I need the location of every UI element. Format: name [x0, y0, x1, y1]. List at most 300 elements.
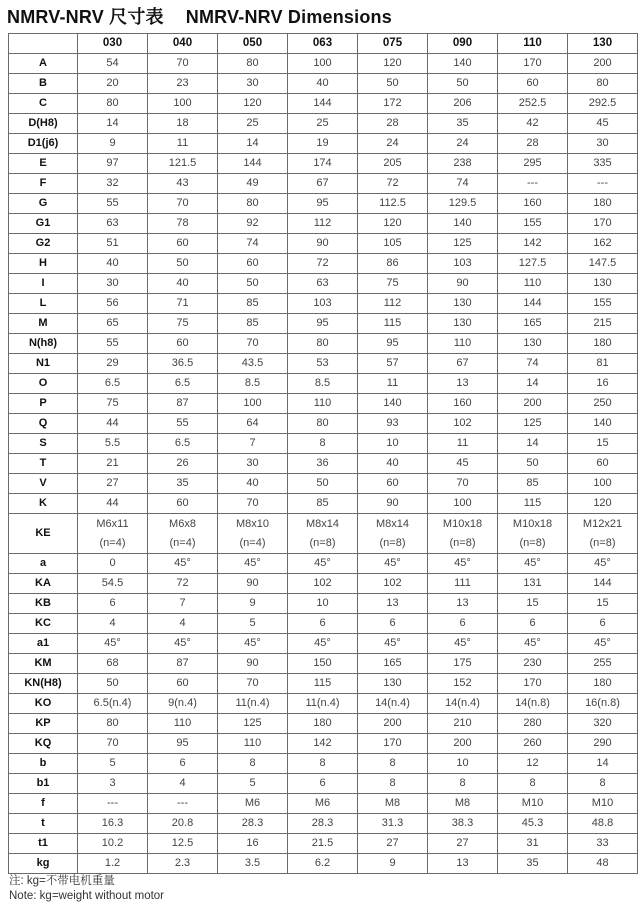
table-cell: 45°	[428, 634, 498, 654]
table-row	[9, 794, 638, 814]
table-cell: 72	[288, 254, 358, 274]
table-cell: 206	[428, 94, 498, 114]
row-label: G	[9, 194, 78, 214]
table-cell: 2.3	[148, 854, 218, 874]
table-row	[9, 94, 638, 114]
table-cell: 70	[218, 674, 288, 694]
table-row	[9, 674, 638, 694]
table-cell: 49	[218, 174, 288, 194]
table-cell: 75	[358, 274, 428, 294]
table-cell: 290	[568, 734, 638, 754]
table-cell: 16	[568, 374, 638, 394]
table-cell: 7	[148, 594, 218, 614]
table-cell: M8	[428, 794, 498, 814]
table-cell: 30	[78, 274, 148, 294]
table-cell: 175	[428, 654, 498, 674]
table-cell: 81	[568, 354, 638, 374]
bolt-size: M8x14	[375, 517, 410, 530]
table-cell: 320	[568, 714, 638, 734]
table-cell: 63	[78, 214, 148, 234]
table-cell: 85	[218, 314, 288, 334]
table-cell: 26	[148, 454, 218, 474]
bolt-count: (n=8)	[379, 536, 406, 549]
table-cell: 13	[428, 374, 498, 394]
table-cell: 115	[498, 494, 568, 514]
table-cell: 64	[218, 414, 288, 434]
row-label: G2	[9, 234, 78, 254]
table-cell: 45	[428, 454, 498, 474]
table-cell: 40	[218, 474, 288, 494]
row-label: N(h8)	[9, 334, 78, 354]
row-label: K	[9, 494, 78, 514]
row-label: E	[9, 154, 78, 174]
table-cell: 180	[568, 674, 638, 694]
table-cell: 110	[288, 394, 358, 414]
table-cell: 120	[568, 494, 638, 514]
table-cell: 27	[428, 834, 498, 854]
table-row	[9, 774, 638, 794]
table-row	[9, 154, 638, 174]
table-cell: 205	[358, 154, 428, 174]
table-cell: 36	[288, 454, 358, 474]
table-cell: 6	[428, 614, 498, 634]
table-cell: 86	[358, 254, 428, 274]
table-row	[9, 214, 638, 234]
table-row	[9, 474, 638, 494]
table-cell	[498, 514, 568, 554]
row-label: I	[9, 274, 78, 294]
table-cell: 11	[148, 134, 218, 154]
table-cell: 85	[498, 474, 568, 494]
table-row	[9, 174, 638, 194]
table-cell: 8	[288, 434, 358, 454]
table-cell: 21.5	[288, 834, 358, 854]
table-cell: 85	[288, 494, 358, 514]
row-label: T	[9, 454, 78, 474]
table-cell: 90	[288, 234, 358, 254]
row-label: KE	[9, 514, 78, 554]
table-cell: 200	[428, 734, 498, 754]
row-label: P	[9, 394, 78, 414]
table-cell: 70	[148, 54, 218, 74]
table-cell: 5.5	[78, 434, 148, 454]
table-row	[9, 354, 638, 374]
table-cell: 8.5	[288, 374, 358, 394]
table-body-upper	[9, 54, 638, 514]
table-cell: 40	[78, 254, 148, 274]
table-cell: 8	[288, 754, 358, 774]
table-cell: 125	[498, 414, 568, 434]
table-cell: 44	[78, 414, 148, 434]
table-cell: 72	[358, 174, 428, 194]
table-cell: 110	[498, 274, 568, 294]
page-title	[7, 3, 392, 29]
table-cell: 55	[78, 334, 148, 354]
row-label: b1	[9, 774, 78, 794]
table-cell: 40	[148, 274, 218, 294]
table-cell: 25	[218, 114, 288, 134]
table-cell: 130	[358, 674, 428, 694]
table-cell: 50	[148, 254, 218, 274]
table-cell: 112.5	[358, 194, 428, 214]
table-cell: 45.3	[498, 814, 568, 834]
table-cell: 45°	[288, 554, 358, 574]
column-header: 063	[288, 34, 358, 54]
table-cell: 12.5	[148, 834, 218, 854]
table-cell: 180	[288, 714, 358, 734]
table-cell: 50	[358, 74, 428, 94]
bolt-count: (n=8)	[309, 536, 336, 549]
table-cell: 5	[218, 774, 288, 794]
table-cell: 10.2	[78, 834, 148, 854]
table-cell: 80	[288, 414, 358, 434]
table-cell: 112	[358, 294, 428, 314]
table-cell: 80	[78, 94, 148, 114]
table-cell: 28.3	[288, 814, 358, 834]
row-label: KP	[9, 714, 78, 734]
table-cell: 50	[428, 74, 498, 94]
bolt-count: (n=8)	[519, 536, 546, 549]
table-cell: 35	[428, 114, 498, 134]
table-cell: 6	[78, 594, 148, 614]
table-row	[9, 334, 638, 354]
table-cell: 45°	[78, 634, 148, 654]
table-cell: 6.5	[148, 374, 218, 394]
table-cell: 335	[568, 154, 638, 174]
table-cell: 150	[288, 654, 358, 674]
table-cell: 15	[498, 594, 568, 614]
table-cell: 103	[288, 294, 358, 314]
table-cell: 65	[78, 314, 148, 334]
table-cell: 200	[568, 54, 638, 74]
table-cell: 95	[288, 194, 358, 214]
row-label: b	[9, 754, 78, 774]
column-header: 030	[78, 34, 148, 54]
table-cell: 31.3	[358, 814, 428, 834]
table-cell: 80	[568, 74, 638, 94]
table-cell: 14	[78, 114, 148, 134]
table-cell: M6	[288, 794, 358, 814]
table-cell: 100	[218, 394, 288, 414]
table-cell: 24	[358, 134, 428, 154]
table-body-ke	[9, 514, 638, 554]
table-cell: 13	[428, 594, 498, 614]
table-cell: 260	[498, 734, 568, 754]
table-cell: 140	[428, 54, 498, 74]
row-label: F	[9, 174, 78, 194]
table-cell: 180	[568, 334, 638, 354]
table-cell: 11(n.4)	[218, 694, 288, 714]
row-label: KB	[9, 594, 78, 614]
table-cell: 72	[148, 574, 218, 594]
table-row	[9, 634, 638, 654]
row-label: KA	[9, 574, 78, 594]
table-cell: 43.5	[218, 354, 288, 374]
table-cell: 60	[148, 334, 218, 354]
table-cell: 57	[358, 354, 428, 374]
table-cell: 6.5	[148, 434, 218, 454]
table-cell: 230	[498, 654, 568, 674]
bolt-count: (n=4)	[99, 536, 126, 549]
table-cell: 45°	[358, 634, 428, 654]
table-row	[9, 454, 638, 474]
table-cell: 45°	[498, 554, 568, 574]
table-cell: 45	[568, 114, 638, 134]
table-cell: 100	[288, 54, 358, 74]
table-cell: 6.5	[78, 374, 148, 394]
table-cell: 35	[498, 854, 568, 874]
table-cell: 60	[218, 254, 288, 274]
bolt-count: (n=4)	[239, 536, 266, 549]
table-cell: 20	[78, 74, 148, 94]
table-cell: 8	[358, 774, 428, 794]
table-cell: 9	[78, 134, 148, 154]
table-cell: 45°	[358, 554, 428, 574]
row-label: KQ	[9, 734, 78, 754]
title-english: NMRV-NRV Dimensions	[185, 7, 392, 27]
bolt-count: (n=8)	[449, 536, 476, 549]
table-cell: 102	[428, 414, 498, 434]
table-cell: 38.3	[428, 814, 498, 834]
table-cell: 70	[78, 734, 148, 754]
column-header: 040	[148, 34, 218, 54]
table-cell: 93	[358, 414, 428, 434]
table-cell: 144	[568, 574, 638, 594]
table-cell: 11	[428, 434, 498, 454]
table-cell: 13	[358, 594, 428, 614]
table-cell: 140	[568, 414, 638, 434]
table-cell: 142	[498, 234, 568, 254]
bolt-size: M6x11	[96, 517, 129, 530]
table-cell: 45°	[218, 554, 288, 574]
table-cell: 60	[148, 494, 218, 514]
table-cell: 60	[148, 674, 218, 694]
table-cell: 8	[358, 754, 428, 774]
table-cell	[218, 514, 288, 554]
table-cell: 28	[498, 134, 568, 154]
table-cell: 5	[78, 754, 148, 774]
table-cell: 78	[148, 214, 218, 234]
table-cell: M8	[358, 794, 428, 814]
table-cell: 43	[148, 174, 218, 194]
table-cell: 60	[358, 474, 428, 494]
table-cell: 25	[288, 114, 358, 134]
table-cell: 6	[568, 614, 638, 634]
row-label: N1	[9, 354, 78, 374]
row-label: D1(j6)	[9, 134, 78, 154]
table-cell: 115	[288, 674, 358, 694]
row-label: L	[9, 294, 78, 314]
table-row	[9, 254, 638, 274]
table-row	[9, 114, 638, 134]
table-row	[9, 614, 638, 634]
table-cell: 50	[218, 274, 288, 294]
table-cell: ---	[148, 794, 218, 814]
table-cell: 6	[498, 614, 568, 634]
table-cell: 60	[498, 74, 568, 94]
table-cell: 90	[428, 274, 498, 294]
table-cell: 23	[148, 74, 218, 94]
table-cell: 102	[288, 574, 358, 594]
table-cell: 4	[78, 614, 148, 634]
table-cell: 29	[78, 354, 148, 374]
table-cell: 50	[78, 674, 148, 694]
table-cell: 67	[428, 354, 498, 374]
table-cell	[148, 514, 218, 554]
table-cell: 170	[568, 214, 638, 234]
bolt-size: M10x18	[442, 517, 483, 530]
row-label: kg	[9, 854, 78, 874]
table-cell: 50	[288, 474, 358, 494]
row-label: A	[9, 54, 78, 74]
table-cell: 80	[218, 194, 288, 214]
table-cell: 165	[358, 654, 428, 674]
table-cell: 45°	[148, 554, 218, 574]
table-cell: 103	[428, 254, 498, 274]
table-cell: 14(n.8)	[498, 694, 568, 714]
row-label: B	[9, 74, 78, 94]
table-cell: 112	[288, 214, 358, 234]
table-cell: 100	[568, 474, 638, 494]
table-cell: 90	[358, 494, 428, 514]
table-cell: 130	[568, 274, 638, 294]
table-cell: 155	[498, 214, 568, 234]
table-cell: 4	[148, 774, 218, 794]
table-cell: 48.8	[568, 814, 638, 834]
row-label: KC	[9, 614, 78, 634]
table-row	[9, 394, 638, 414]
table-cell: 54	[78, 54, 148, 74]
table-cell: 6	[288, 614, 358, 634]
table-cell: 105	[358, 234, 428, 254]
table-cell: 92	[218, 214, 288, 234]
table-row	[9, 494, 638, 514]
table-cell: 28	[358, 114, 428, 134]
row-label: O	[9, 374, 78, 394]
table-cell: 60	[568, 454, 638, 474]
table-cell: 10	[428, 754, 498, 774]
row-label: C	[9, 94, 78, 114]
table-cell: 165	[498, 314, 568, 334]
table-cell: 70	[428, 474, 498, 494]
table-cell: 4	[148, 614, 218, 634]
table-cell: 292.5	[568, 94, 638, 114]
table-cell: 6	[358, 614, 428, 634]
table-cell: 75	[148, 314, 218, 334]
table-cell: 147.5	[568, 254, 638, 274]
table-cell: 200	[498, 394, 568, 414]
table-cell: 0	[78, 554, 148, 574]
table-cell: 90	[218, 574, 288, 594]
table-cell: 255	[568, 654, 638, 674]
table-row	[9, 734, 638, 754]
table-cell: 55	[78, 194, 148, 214]
table-row	[9, 834, 638, 854]
table-cell: 144	[498, 294, 568, 314]
table-cell: 27	[358, 834, 428, 854]
row-label: KM	[9, 654, 78, 674]
table-cell: 6.5(n.4)	[78, 694, 148, 714]
table-cell: 170	[498, 54, 568, 74]
table-cell: 6	[148, 754, 218, 774]
table-row	[9, 694, 638, 714]
row-label: t1	[9, 834, 78, 854]
table-cell: 16.3	[78, 814, 148, 834]
table-cell: 80	[78, 714, 148, 734]
table-cell: 111	[428, 574, 498, 594]
table-cell: 21	[78, 454, 148, 474]
table-cell: 60	[148, 234, 218, 254]
title-chinese: NMRV-NRV 尺寸表	[7, 7, 164, 27]
table-cell: 74	[428, 174, 498, 194]
table-cell: 95	[148, 734, 218, 754]
table-cell: 110	[148, 714, 218, 734]
table-cell: 121.5	[148, 154, 218, 174]
table-cell: 160	[498, 194, 568, 214]
table-cell: 6	[288, 774, 358, 794]
table-cell: 31	[498, 834, 568, 854]
row-label: a	[9, 554, 78, 574]
table-cell: 140	[358, 394, 428, 414]
table-cell: 35	[148, 474, 218, 494]
table-row	[9, 814, 638, 834]
table-cell: 16	[218, 834, 288, 854]
table-cell: 27	[78, 474, 148, 494]
table-cell	[568, 514, 638, 554]
bolt-count: (n=4)	[169, 536, 196, 549]
table-cell: ---	[568, 174, 638, 194]
table-cell: 129.5	[428, 194, 498, 214]
table-cell: 125	[218, 714, 288, 734]
table-cell: 9	[218, 594, 288, 614]
table-cell: M10	[568, 794, 638, 814]
table-cell: 70	[218, 494, 288, 514]
table-cell: 87	[148, 654, 218, 674]
table-cell: 87	[148, 394, 218, 414]
row-label: KN(H8)	[9, 674, 78, 694]
table-cell: 8	[218, 754, 288, 774]
bolt-count: (n=8)	[589, 536, 616, 549]
table-cell: 80	[218, 54, 288, 74]
table-cell: 115	[358, 314, 428, 334]
column-header: 130	[568, 34, 638, 54]
table-cell: 252.5	[498, 94, 568, 114]
table-cell: 7	[218, 434, 288, 454]
table-cell: 3.5	[218, 854, 288, 874]
table-cell: 68	[78, 654, 148, 674]
table-row	[9, 234, 638, 254]
row-label: KO	[9, 694, 78, 714]
table-cell: 16(n.8)	[568, 694, 638, 714]
table-cell: 74	[218, 234, 288, 254]
table-cell: 28.3	[218, 814, 288, 834]
table-cell: 1.2	[78, 854, 148, 874]
table-cell: 97	[78, 154, 148, 174]
table-cell: 70	[148, 194, 218, 214]
table-row	[9, 134, 638, 154]
table-cell: 162	[568, 234, 638, 254]
table-row-ke	[9, 514, 638, 554]
dimensions-table	[8, 33, 638, 874]
table-row	[9, 654, 638, 674]
footnote-english: Note: kg=weight without motor	[9, 890, 165, 902]
table-row	[9, 54, 638, 74]
table-cell: 144	[218, 154, 288, 174]
table-body-lower	[9, 554, 638, 874]
table-cell: 44	[78, 494, 148, 514]
table-cell: 280	[498, 714, 568, 734]
table-cell: 53	[288, 354, 358, 374]
